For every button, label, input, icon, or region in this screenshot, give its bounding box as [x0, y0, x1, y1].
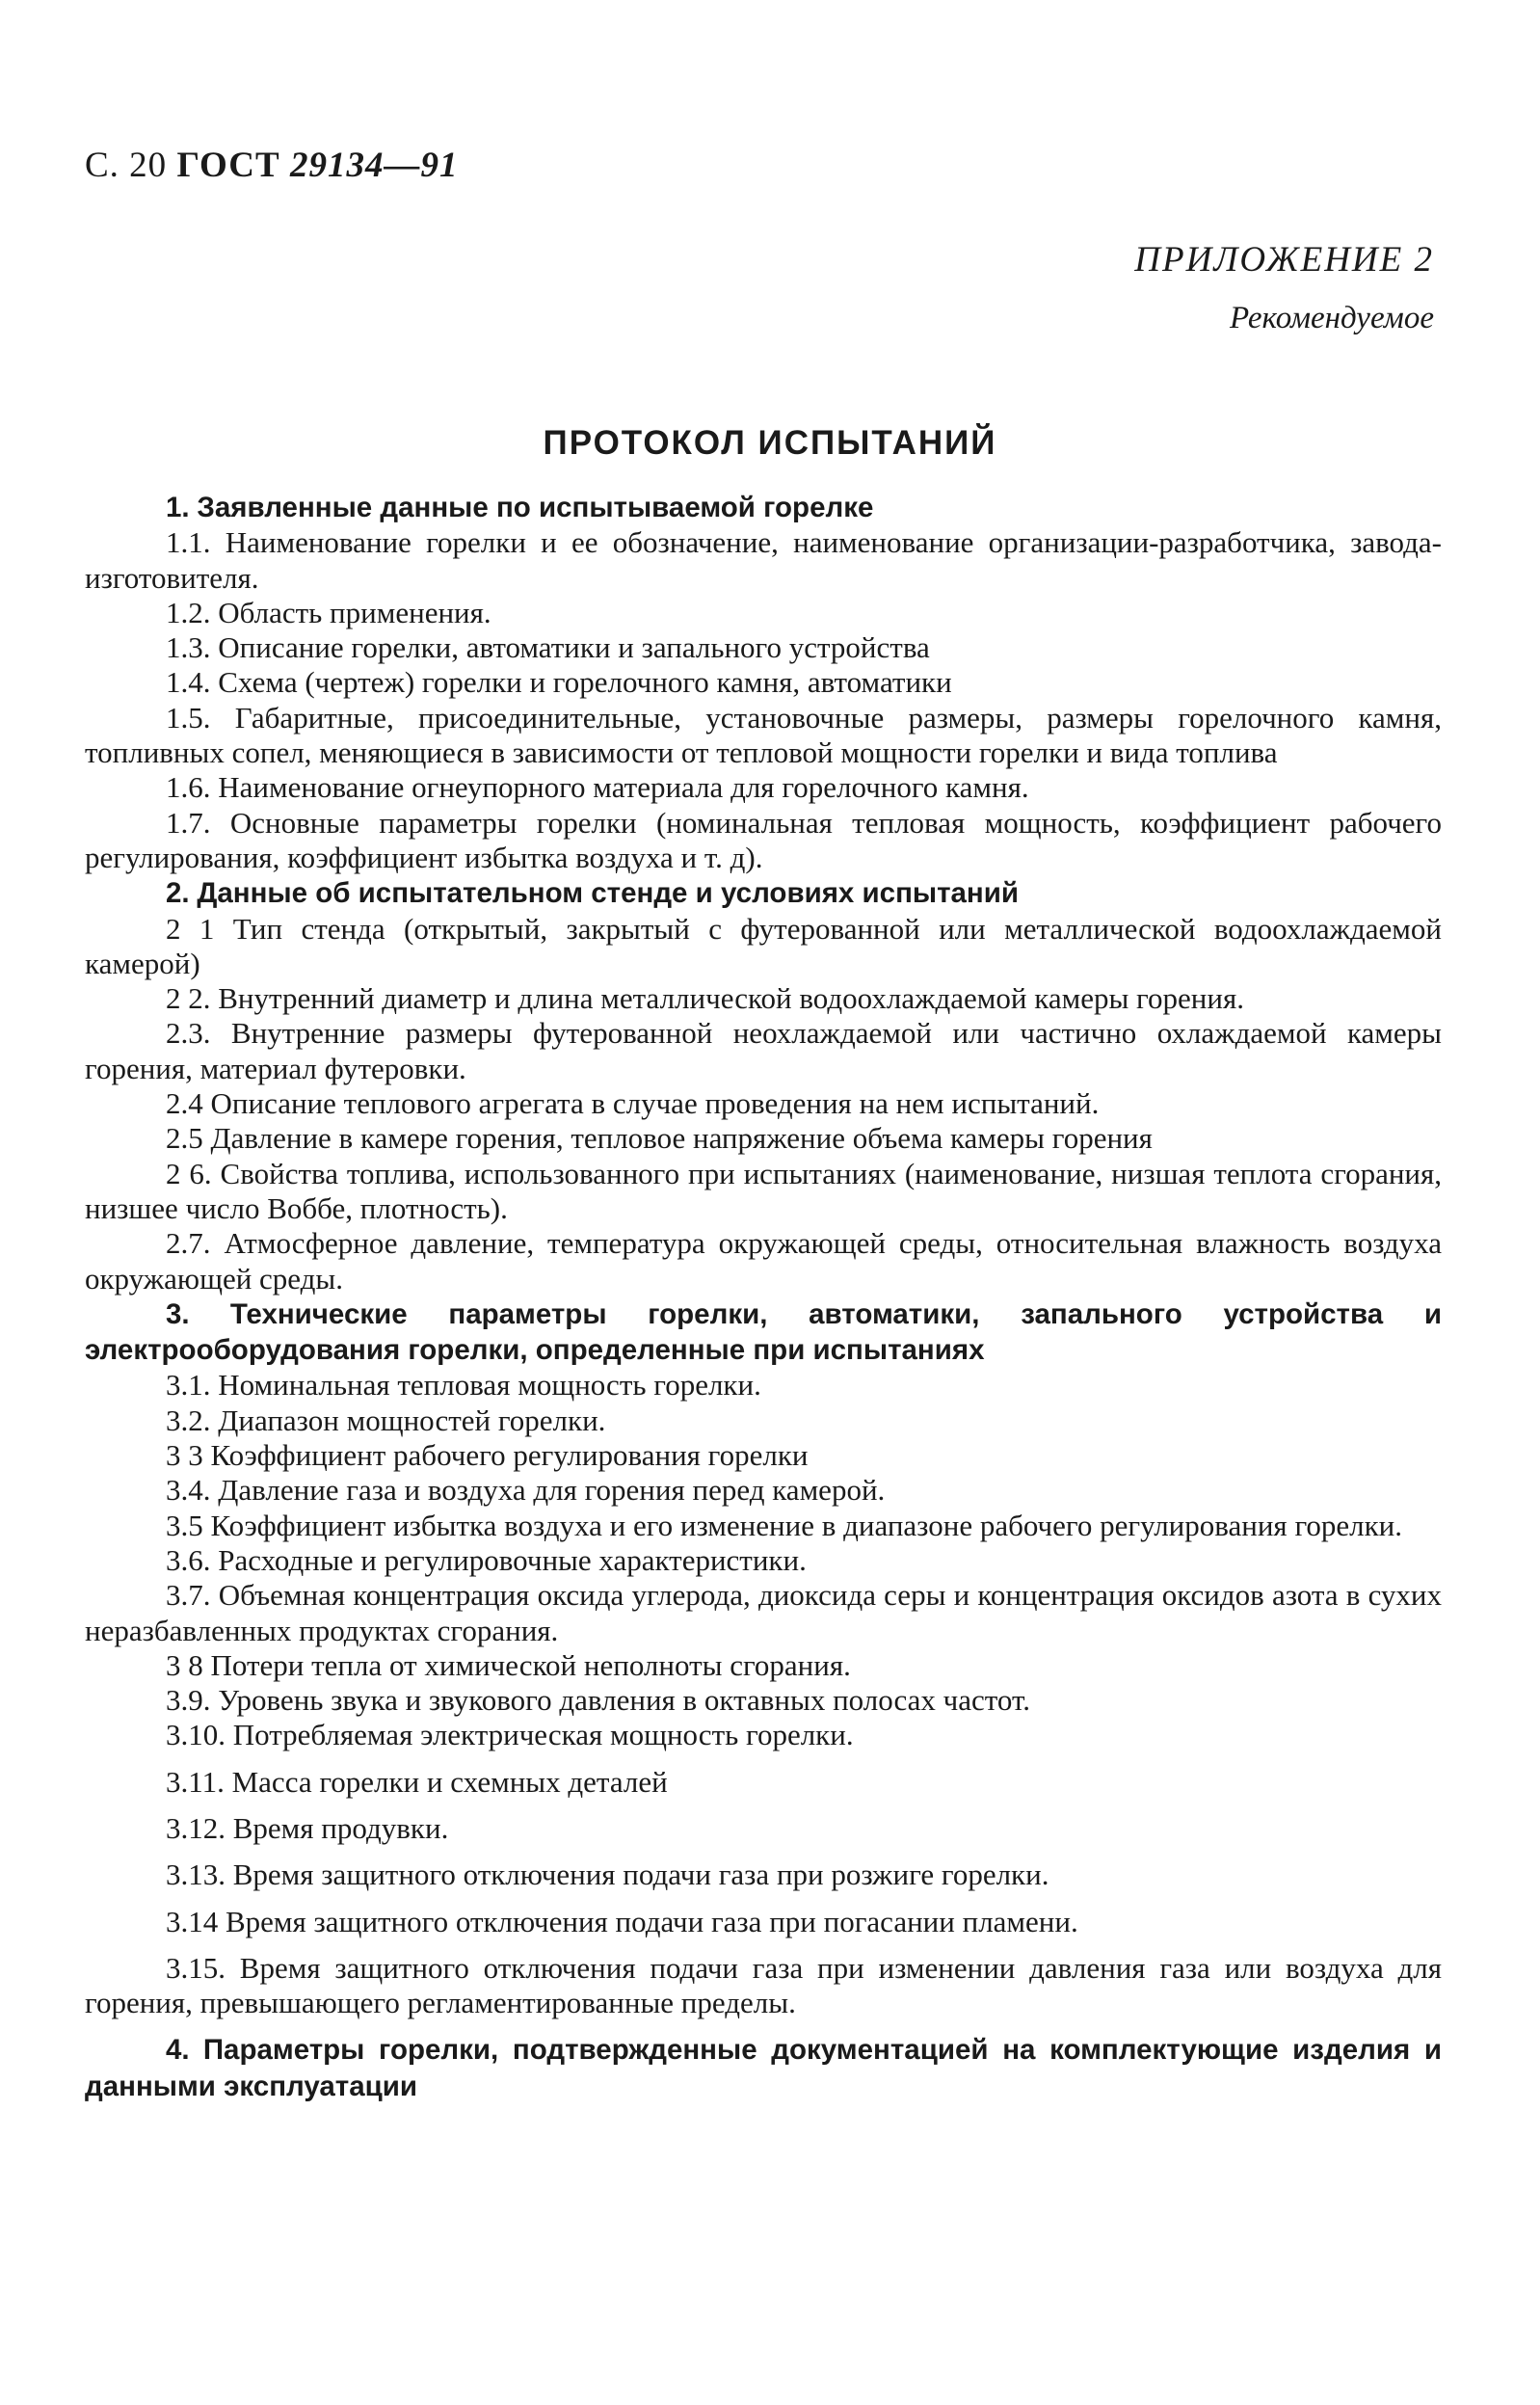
appendix-block — [1134, 231, 1434, 347]
item-text: Схема (чертеж) горелки и горелочного камня, автоматики — [218, 665, 952, 700]
item-number: 1.3. — [166, 630, 211, 665]
item-text: Основные параметры горелки (номинальная тепловая мощность, коэффициент рабочего регулирования, коэффициент избытка воздуха и т. д). — [85, 805, 1442, 874]
list-item — [85, 1226, 1442, 1296]
item-text: Наименование огнеупорного материала для горелочного камня. — [218, 770, 1029, 805]
item-text: Масса горелки и схемных деталей — [231, 1764, 668, 1799]
item-text: Параметры горелки, подтвержденные документацией на комплектующие изделия и данными эксплуатации — [85, 2034, 1442, 2102]
section-heading — [85, 2032, 1442, 2104]
list-item — [85, 770, 1442, 805]
item-number: 4. — [166, 2034, 190, 2067]
item-text: Давление газа и воздуха для горения перед камерой. — [218, 1473, 886, 1508]
item-number: 2 2. — [166, 981, 211, 1016]
item-text: Описание теплового агрегата в случае проведения на нем испытаний. — [210, 1086, 1100, 1121]
item-number: 1.2. — [166, 595, 211, 629]
list-item — [85, 596, 1442, 630]
item-number: 1.7. — [166, 805, 211, 840]
list-item — [85, 1543, 1442, 1578]
item-number: 3 3 — [166, 1438, 203, 1473]
item-number: 1.5. — [166, 700, 211, 735]
list-item — [85, 1578, 1442, 1648]
item-number: 2. — [166, 877, 190, 910]
item-number: 3.4. — [166, 1473, 211, 1508]
list-item — [85, 1905, 1442, 1939]
document-body — [85, 490, 1442, 2104]
item-number: 3.14 — [166, 1904, 219, 1938]
item-text: Габаритные, присоединительные, установочные размеры, размеры горелочного камня, топливных сопел, меняющиеся в зависимости от тепловой мощности горелки и вида топлива — [85, 700, 1443, 770]
list-item — [85, 665, 1442, 700]
section-heading — [85, 875, 1442, 911]
document-title: ПРОТОКОЛ ИСПЫТАНИЙ — [543, 424, 997, 462]
item-number: 3.1. — [166, 1368, 211, 1403]
page-header — [85, 145, 458, 186]
item-text: Наименование горелки и ее обозначение, наименование организации-разработчика, завода-изготовителя. — [85, 525, 1442, 595]
item-text: Область применения. — [218, 595, 491, 629]
list-item — [85, 1857, 1442, 1892]
item-number: 2.3. — [166, 1016, 211, 1051]
item-text: Тип стенда (открытый, закрытый с футерованной или металлической водоохлаждаемой камерой) — [85, 911, 1442, 980]
section-heading — [85, 490, 1442, 525]
list-item — [85, 1016, 1442, 1086]
section-heading — [85, 1296, 1442, 1369]
list-item — [85, 1403, 1442, 1438]
item-number: 3. — [166, 1297, 190, 1330]
list-item — [85, 1683, 1442, 1718]
list-item — [85, 1648, 1442, 1683]
list-item — [85, 1086, 1442, 1121]
item-number: 3.9. — [166, 1683, 211, 1718]
list-item — [85, 1438, 1442, 1473]
list-item — [85, 525, 1442, 596]
item-number: 3.13. — [166, 1857, 226, 1892]
item-text: Давление в камере горения, тепловое напряжение объема камеры горения — [210, 1121, 1153, 1156]
item-number: 3.12. — [166, 1810, 226, 1845]
item-text: Заявленные данные по испытываемой горелке — [197, 492, 874, 523]
item-number: 1.6. — [166, 770, 211, 805]
item-number: 3.15. — [166, 1950, 226, 1985]
item-text: Время продувки. — [232, 1810, 449, 1845]
list-item — [85, 630, 1442, 665]
item-text: Коэффициент рабочего регулирования горелки — [210, 1438, 809, 1473]
list-item — [85, 1157, 1442, 1227]
list-item — [85, 1811, 1442, 1846]
standard-number: 29134—91 — [289, 146, 459, 185]
list-item — [85, 806, 1442, 876]
page-number: С. 20 — [85, 146, 168, 185]
list-item — [85, 1951, 1442, 2021]
list-item — [85, 1718, 1442, 1752]
item-text: Описание горелки, автоматики и запального устройства — [218, 630, 930, 665]
item-text: Объемная концентрация оксида углерода, диоксида серы и концентрация оксидов азота в сухих неразбавленных продуктах сгорания. — [85, 1578, 1443, 1647]
list-item — [85, 1473, 1442, 1508]
list-item — [85, 981, 1442, 1016]
item-number: 1. — [166, 492, 190, 523]
list-item — [85, 1765, 1442, 1800]
item-number: 3.7. — [166, 1578, 211, 1613]
list-item — [85, 1368, 1442, 1403]
item-number: 2 1 — [166, 911, 215, 946]
item-number: 3 8 — [166, 1647, 203, 1682]
item-text: Свойства топлива, использованного при испытаниях (наименование, низшая теплота сгорания, низшее число Воббе, плотность). — [85, 1156, 1443, 1225]
item-text: Номинальная тепловая мощность горелки. — [218, 1368, 761, 1403]
item-text: Технические параметры горелки, автоматики, запального устройства и электрооборудования горелки, определенные при испытаниях — [85, 1297, 1442, 1367]
appendix-subtitle: Рекомендуемое — [1229, 301, 1434, 335]
item-number: 3.10. — [166, 1718, 226, 1752]
item-text: Время защитного отключения подачи газа при изменении давления газа или воздуха для горения, превышающего регламентированные пределы. — [85, 1950, 1442, 2020]
item-number: 3.11. — [166, 1764, 225, 1799]
item-text: Расходные и регулировочные характеристики. — [218, 1542, 807, 1577]
item-text: Внутренние размеры футерованной неохлаждаемой или частично охлаждаемой камеры горения, материал футеровки. — [85, 1016, 1443, 1085]
item-number: 2.7. — [166, 1226, 211, 1261]
item-number: 1.1. — [166, 525, 211, 560]
item-text: Атмосферное давление, температура окружающей среды, относительная влажность воздуха окружающей среды. — [85, 1226, 1442, 1296]
item-text: Время защитного отключения подачи газа при розжиге горелки. — [232, 1857, 1049, 1892]
item-text: Потери тепла от химической неполноты сгорания. — [210, 1647, 851, 1682]
item-number: 2 6. — [166, 1156, 212, 1190]
item-number: 1.4. — [166, 665, 211, 700]
item-text: Данные об испытательном стенде и условиях испытаний — [197, 877, 1020, 910]
list-item — [85, 1121, 1442, 1156]
item-text: Внутренний диаметр и длина металлической водоохлаждаемой камеры горения. — [218, 981, 1244, 1016]
item-number: 2.5 — [166, 1121, 203, 1156]
item-number: 2.4 — [166, 1086, 203, 1121]
item-number: 3.2. — [166, 1403, 211, 1437]
standard-label: ГОСТ — [176, 146, 280, 185]
item-number: 3.6. — [166, 1542, 211, 1577]
item-text: Время защитного отключения подачи газа при погасании пламени. — [226, 1904, 1078, 1938]
list-item — [85, 701, 1442, 771]
item-text: Коэффициент избытка воздуха и его изменение в диапазоне рабочего регулирования горелки. — [210, 1508, 1403, 1542]
appendix-title: ПРИЛОЖЕНИЕ 2 — [1134, 240, 1434, 280]
list-item — [85, 1509, 1442, 1543]
item-text: Уровень звука и звукового давления в октавных полосах частот. — [218, 1683, 1030, 1718]
item-number: 3.5 — [166, 1508, 203, 1542]
list-item — [85, 912, 1442, 982]
item-text: Потребляемая электрическая мощность горелки. — [232, 1718, 854, 1752]
item-text: Диапазон мощностей горелки. — [218, 1403, 606, 1437]
